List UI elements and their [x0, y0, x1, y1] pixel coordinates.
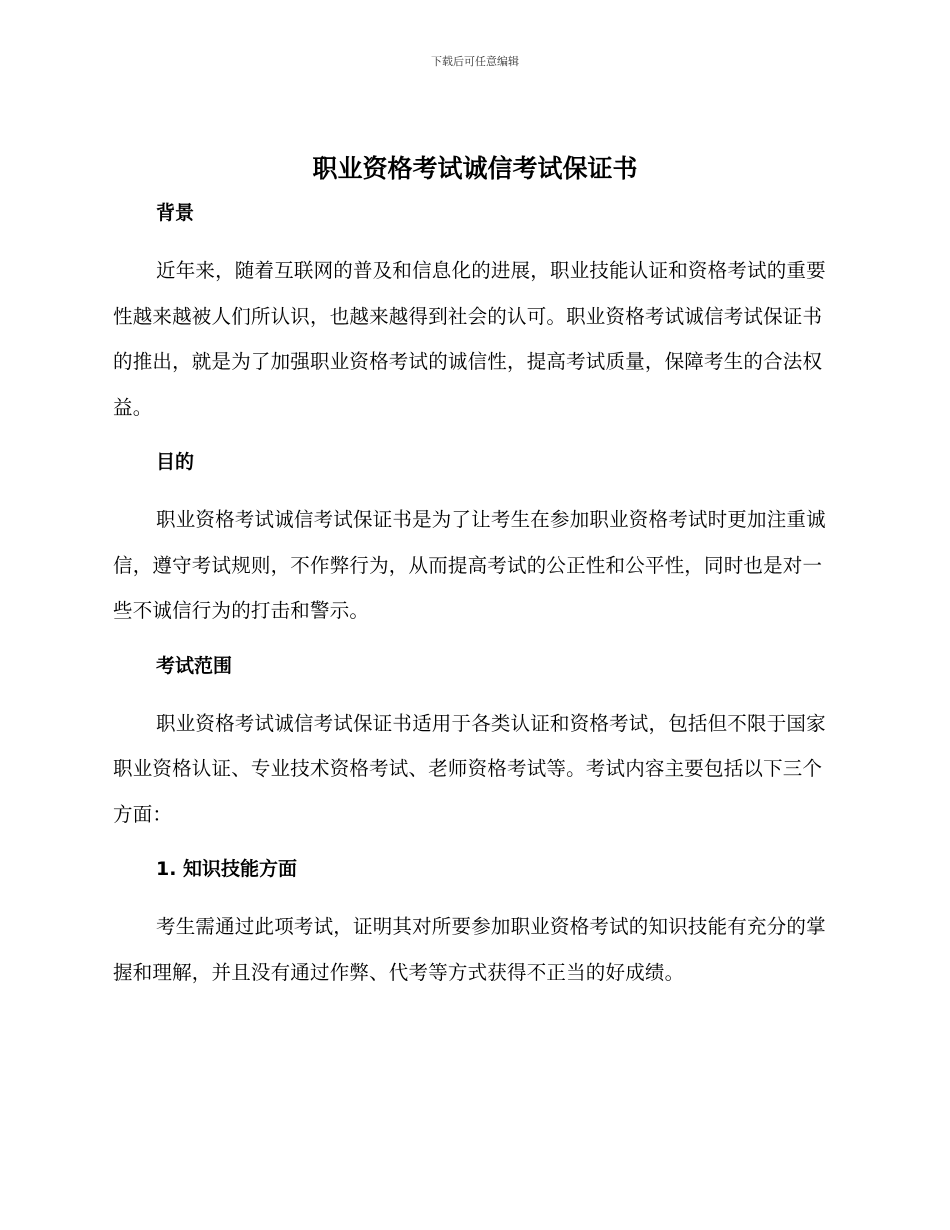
section-heading: 背景	[156, 202, 195, 224]
section-heading: 考试范围	[156, 654, 233, 677]
section-knowledge-skills	[113, 853, 835, 995]
section-paragraph: 考生需通过此项考试，证明其对所要参加职业资格考试的知识技能有充分的掌握和理解，并且没有通过作弊、代考等方式获得不正当的好成绩。	[113, 915, 826, 984]
document-title: 职业资格考试诚信考试保证书	[312, 154, 638, 183]
document-body	[113, 197, 835, 995]
section-paragraph: 职业资格考试诚信考试保证书适用于各类认证和资格考试，包括但不限于国家职业资格认证、专业技术资格考试、老师资格考试等。考试内容主要包括以下三个方面：	[113, 711, 826, 826]
section-paragraph: 职业资格考试诚信考试保证书是为了让考生在参加职业资格考试时更加注重诚信，遵守考试规则，不作弊行为，从而提高考试的公正性和公平性，同时也是对一些不诚信行为的打击和警示。	[113, 508, 826, 622]
section-background	[113, 197, 835, 446]
header-note: 下载后可任意编辑	[431, 55, 519, 68]
section-heading: 1. 知识技能方面	[156, 858, 298, 880]
section-paragraph: 近年来，随着互联网的普及和信息化的进展，职业技能认证和资格考试的重要性越来越被人们所认识，也越来越得到社会的认可。职业资格考试诚信考试保证书的推出，就是为了加强职业资格考试的诚信性，提高考试质量，保障考生的合法权益。	[113, 259, 826, 419]
section-heading: 目的	[156, 451, 195, 473]
section-purpose	[113, 446, 835, 650]
section-scope	[113, 650, 835, 854]
